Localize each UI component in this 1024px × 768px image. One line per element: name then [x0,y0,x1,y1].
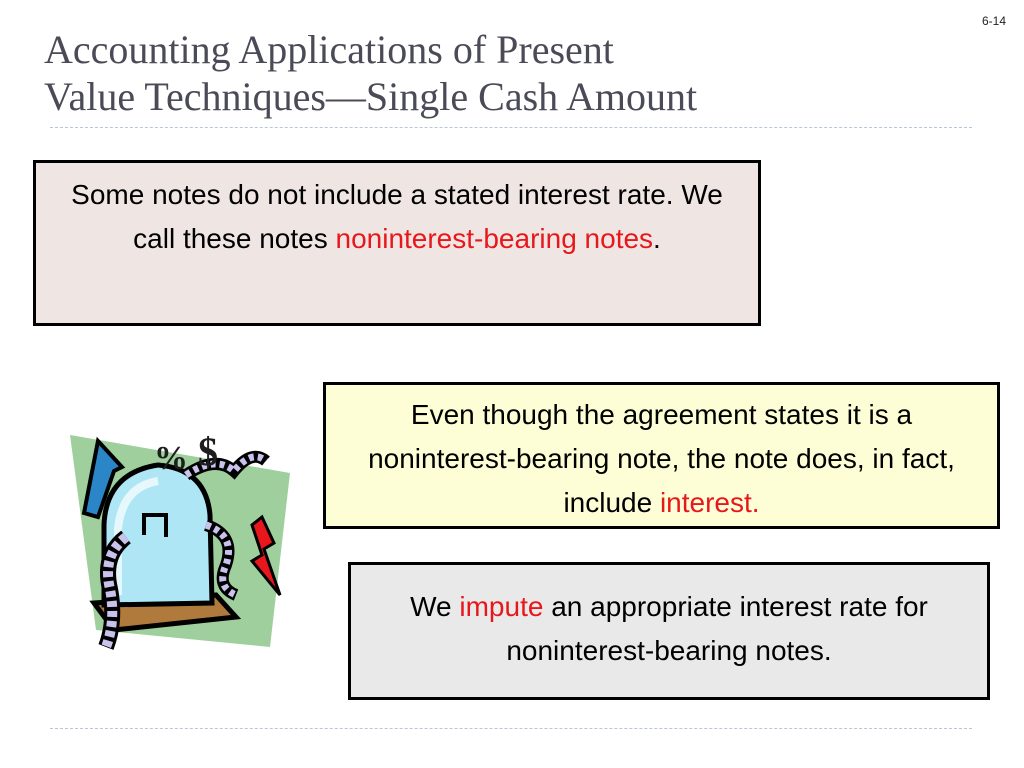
title-line-1: Accounting Applications of Present [44,27,614,72]
definition-highlight: noninterest-bearing notes [335,223,654,254]
definition-text-main: Some notes do not include a stated interest rate. We call these notes [71,179,723,254]
definition-box [33,160,761,326]
impute-box [348,562,990,700]
title-divider [50,127,972,128]
interest-note-text-main: Even though the agreement states it is a noninterest-bearing note, the note does, in fact, include [368,399,955,518]
slide-number: 6-14 [981,14,1006,28]
interest-note-text [336,393,987,525]
interest-note-box [323,382,1000,529]
footer-divider [50,728,972,729]
impute-highlight: impute [459,591,544,622]
title-line-2: Value Techniques—Single Cash Amount [44,74,698,119]
slide-title [44,26,974,120]
interest-note-highlight: interest. [659,487,760,518]
dollar-symbol: $ [198,429,218,474]
percent-symbol: % [154,440,188,477]
definition-text-end: . [653,223,661,254]
stock-ticker-machine-icon [66,425,296,655]
impute-text-end: an appropriate interest rate for noninterest-bearing notes. [506,591,928,666]
impute-text-start: We [410,591,460,622]
definition-text [56,173,738,261]
impute-text [365,585,973,673]
